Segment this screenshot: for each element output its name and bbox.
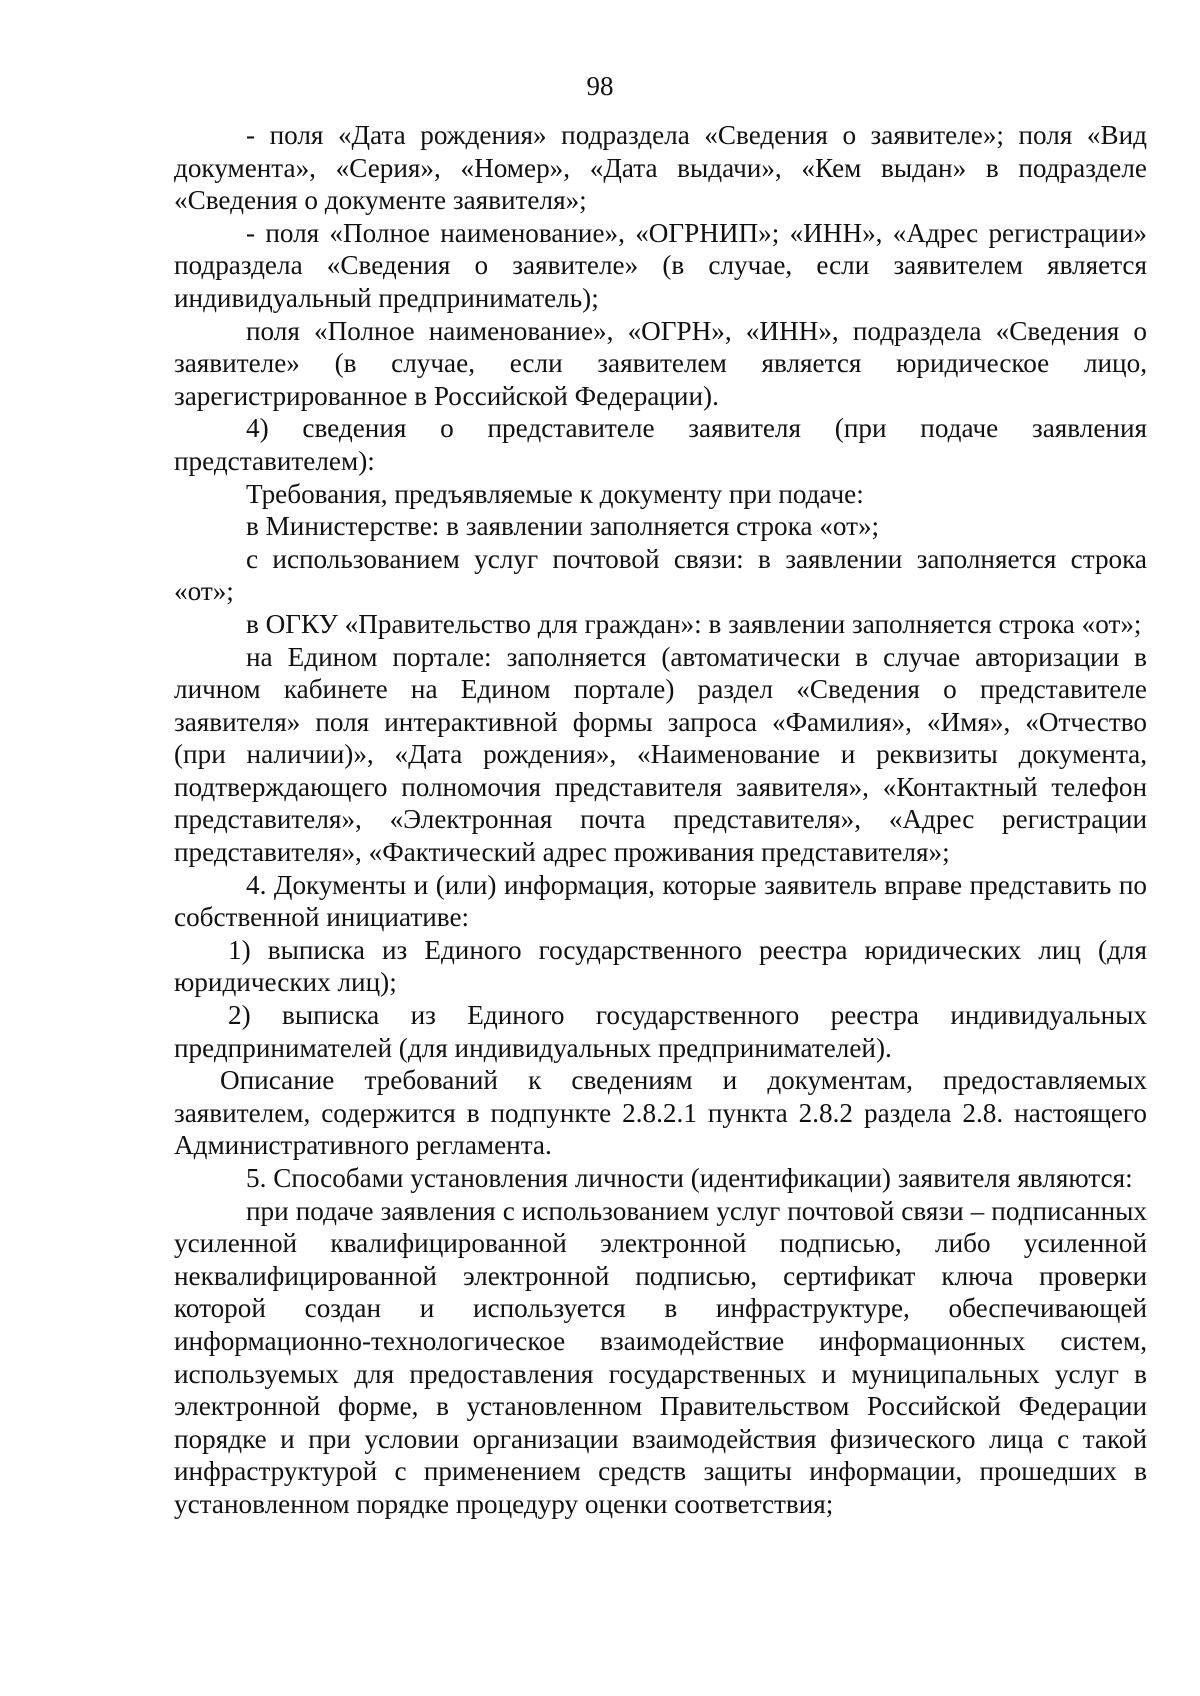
paragraph-portal: на Едином портале: заполняется (автоматически в случае авторизации в личном кабинете на Едином портале) раздел «Сведения о представителе заявителя» поля интерактивной формы запроса «Фамилия», «Имя», «Отчество (при наличии)», «Дата рождения», «Наименование и реквизиты документа, подтверждающего полномочия представителя заявителя», «Контактный телефон представителя», «Электронная почта представителя», «Адрес регистрации представителя», «Фактический адрес проживания представителя»; <box>174 641 1147 868</box>
document-body <box>174 119 1147 1521</box>
paragraph-ministry: в Министерстве: в заявлении заполняется строка «от»; <box>246 511 880 542</box>
paragraph-postal: с использованием услуг почтовой связи: в заявлении заполняется строка «от»; <box>174 543 1147 607</box>
paragraph-section-4: 4. Документы и (или) информация, которые заявитель вправе представить по собственной инициативе: <box>174 869 1147 933</box>
page-number: 98 <box>586 71 614 101</box>
paragraph-legal-entity-fields: поля «Полное наименование», «ОГРН», «ИНН», подраздела «Сведения о заявителе» (в случае, если заявителем является юридическое лицо, зарегистрированное в Российской Федерации). <box>174 315 1147 411</box>
paragraph-requirements: Требования, предъявляемые к документу при подаче: <box>246 478 864 509</box>
paragraph-representative-info: 4) сведения о представителе заявителя (при подаче заявления представителем): <box>174 413 1147 476</box>
paragraph-postal-identification: при подаче заявления с использованием услуг почтовой связи – подписанных усиленной квалифицированной электронной подписью, либо усиленной неквалифицированной электронной подписью, сертификат ключа проверки которой создан и используется в инфраструктуре, обеспечивающей информационно-технологическое взаимодействие информационных систем, используемых для предоставления государственных и муниципальных услуг в электронной форме, в установленном Правительством Российской Федерации порядке и при условии организации взаимодействия физического лица с такой инфраструктурой с применением средств защиты информации, прошедших в установленном порядке процедуру оценки соответствия; <box>174 1195 1147 1519</box>
paragraph-birth-date-fields: - поля «Дата рождения» подраздела «Сведения о заявителе»; поля «Вид документа», «Серия», «Номер», «Дата выдачи», «Кем выдан» в подразделе «Сведения о документе заявителя»; <box>174 120 1147 216</box>
paragraph-description: Описание требований к сведениям и документам, предоставляемых заявителем, содержится в подпункте 2.8.2.1 пункта 2.8.2 раздела 2.8. настоящего Административного регламента. <box>174 1065 1147 1161</box>
list-item-1: 1) выписка из Единого государственного реестра юридических лиц (для юридических лиц); <box>174 934 1147 998</box>
paragraph-ip-fields: - поля «Полное наименование», «ОГРНИП»; «ИНН», «Адрес регистрации» подраздела «Сведения о заявителе» (в случае, если заявителем является индивидуальный предприниматель); <box>174 217 1147 313</box>
list-item-2: 2) выписка из Единого государственного реестра индивидуальных предпринимателей (для индивидуальных предпринимателей). <box>174 1000 1147 1063</box>
paragraph-ogku: в ОГКУ «Правительство для граждан»: в заявлении заполняется строка «от»; <box>246 608 1142 639</box>
paragraph-section-5: 5. Способами установления личности (идентификации) заявителя являются: <box>246 1163 1133 1193</box>
